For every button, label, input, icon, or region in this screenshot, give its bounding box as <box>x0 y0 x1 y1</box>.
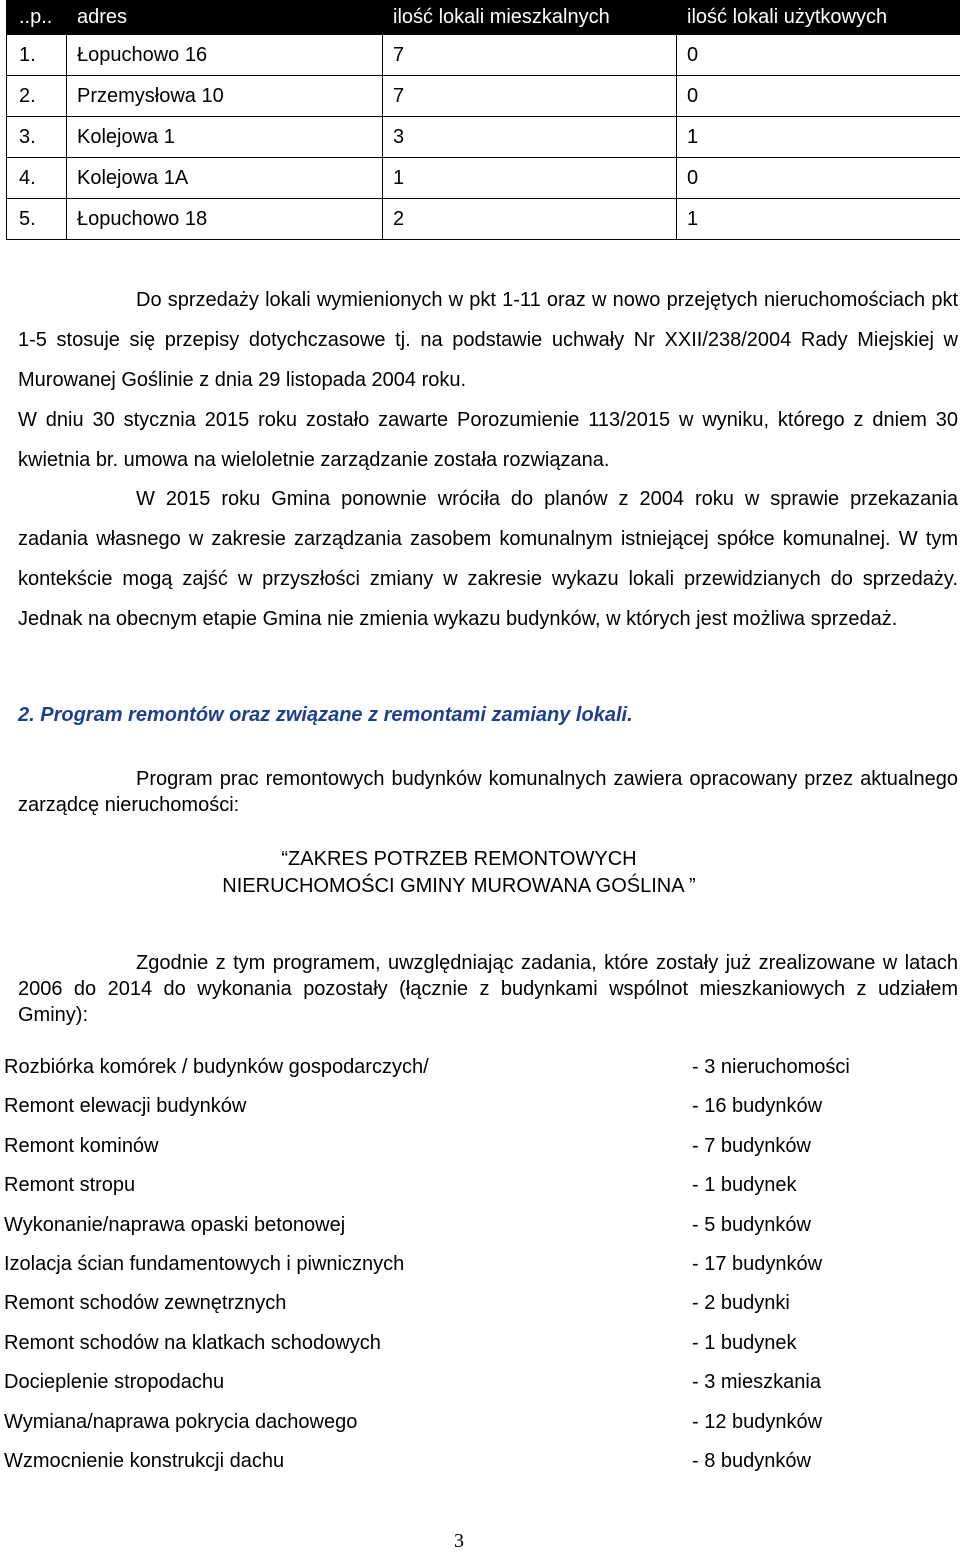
page-number: 3 <box>454 1530 464 1552</box>
header-lp: ..p.. <box>7 1 67 35</box>
work-name: Wymiana/naprawa pokrycia dachowego <box>4 1410 358 1433</box>
list-item <box>4 1363 960 1402</box>
cell-lp: 2. <box>7 76 67 117</box>
work-name: Remont elewacji budynków <box>4 1095 247 1118</box>
work-count: - 8 budynków <box>692 1449 811 1472</box>
work-name: Wykonanie/naprawa opaski betonowej <box>4 1213 346 1236</box>
section-heading: 2. Program remontów oraz związane z remontami zamiany lokali. <box>18 704 633 726</box>
work-count: - 3 nieruchomości <box>692 1056 850 1078</box>
paragraph-municipality-plans: W 2015 roku Gmina ponownie wróciła do planów z 2004 roku w sprawie przekazania zadania własnego w zakresie zarządzania zasobem komunalnym istniejącej spółce komunalnej. W tym kontekście mogą zajść w przyszłości zmiany w zakresie wykazu lokali przewidzianych do sprzedaży. Jednak na obecnym etapie Gmina nie zmienia wykazu budynków, w których jest możliwa sprzedaż. <box>18 488 958 630</box>
table-header-row <box>7 1 960 35</box>
cell-lp: 5. <box>7 199 67 240</box>
table-row <box>7 199 960 240</box>
table-row <box>7 158 960 199</box>
cell-commercial-count: 1 <box>677 199 960 240</box>
cell-lp: 1. <box>7 35 67 76</box>
paragraph-sale-rules: Do sprzedaży lokali wymienionych w pkt 1-11 oraz w nowo przejętych nieruchomościach pkt 1-5 stosuje się przepisy dotychczasowe tj. na podstawie uchwały Nr XXII/238/2004 Rady Miejskiej w Murowanej Goślinie z dnia 29 listopada 2004 roku. <box>18 289 958 391</box>
cell-address: Kolejowa 1A <box>67 158 383 199</box>
work-name: Rozbiórka komórek / budynków gospodarczych/ <box>4 1056 429 1078</box>
cell-address: Przemysłowa 10 <box>67 76 383 117</box>
header-residential: ilość lokali mieszkalnych <box>383 1 677 35</box>
cell-address: Łopuchowo 18 <box>67 199 383 240</box>
list-item <box>4 1403 960 1442</box>
cell-lp: 3. <box>7 117 67 158</box>
list-item <box>4 1206 960 1245</box>
cell-commercial-count: 0 <box>677 158 960 199</box>
paragraph-agreement: W dniu 30 stycznia 2015 roku zostało zawarte Porozumienie 113/2015 w wyniku, którego z dniem 30 kwietnia br. umowa na wieloletnie zarządzanie została rozwiązana. <box>18 409 958 471</box>
work-count: - 12 budynków <box>692 1410 823 1433</box>
list-item <box>4 1127 960 1166</box>
list-item <box>4 1048 960 1087</box>
list-item <box>4 1324 960 1363</box>
work-name: Docieplenie stropodachu <box>4 1371 225 1394</box>
works-list <box>4 1048 960 1481</box>
table-row <box>7 76 960 117</box>
cell-commercial-count: 1 <box>677 117 960 158</box>
cell-commercial-count: 0 <box>677 76 960 117</box>
paragraph-remaining-works: Zgodnie z tym programem, uwzględniając zadania, które zostały już zrealizowane w latach 2006 do 2014 do wykonania pozostały (łącznie z budynkami wspólnot mieszkaniowych z udziałem Gminy): <box>18 952 958 1026</box>
work-name: Remont schodów na klatkach schodowych <box>4 1331 381 1354</box>
work-name: Remont schodów zewnętrznych <box>4 1292 287 1315</box>
work-name: Remont stropu <box>4 1174 136 1197</box>
cell-address: Kolejowa 1 <box>67 117 383 158</box>
paragraph-repair-program: Program prac remontowych budynków komunalnych zawiera opracowany przez aktualnego zarządcę nieruchomości: <box>18 768 958 816</box>
units-table <box>6 0 960 240</box>
work-count: - 17 budynków <box>692 1252 823 1275</box>
list-item <box>4 1442 960 1481</box>
cell-address: Łopuchowo 16 <box>67 35 383 76</box>
work-name: Remont kominów <box>4 1134 159 1157</box>
list-item <box>4 1284 960 1323</box>
work-name: Wzmocnienie konstrukcji dachu <box>4 1449 285 1472</box>
work-count: - 2 budynki <box>692 1292 790 1315</box>
program-title-line-1: “ZAKRES POTRZEB REMONTOWYCH <box>281 848 637 870</box>
list-item <box>4 1166 960 1205</box>
list-item <box>4 1087 960 1126</box>
table-row <box>7 35 960 76</box>
cell-residential-count: 7 <box>383 76 677 117</box>
work-count: - 1 budynek <box>692 1331 797 1354</box>
work-count: - 7 budynków <box>692 1134 811 1157</box>
cell-commercial-count: 0 <box>677 35 960 76</box>
program-title <box>0 846 918 900</box>
cell-residential-count: 7 <box>383 35 677 76</box>
cell-lp: 4. <box>7 158 67 199</box>
header-adres: adres <box>67 1 383 35</box>
work-count: - 16 budynków <box>692 1095 823 1118</box>
work-name: Izolacja ścian fundamentowych i piwnicznych <box>4 1252 405 1275</box>
work-count: - 3 mieszkania <box>692 1371 821 1394</box>
program-title-line-2: NIERUCHOMOŚCI GMINY MUROWANA GOŚLINA ” <box>222 875 696 897</box>
list-item <box>4 1245 960 1284</box>
cell-residential-count: 3 <box>383 117 677 158</box>
header-commercial: ilość lokali użytkowych <box>677 1 960 35</box>
table-row <box>7 117 960 158</box>
work-count: - 1 budynek <box>692 1174 797 1197</box>
cell-residential-count: 2 <box>383 199 677 240</box>
cell-residential-count: 1 <box>383 158 677 199</box>
work-count: - 5 budynków <box>692 1213 811 1236</box>
